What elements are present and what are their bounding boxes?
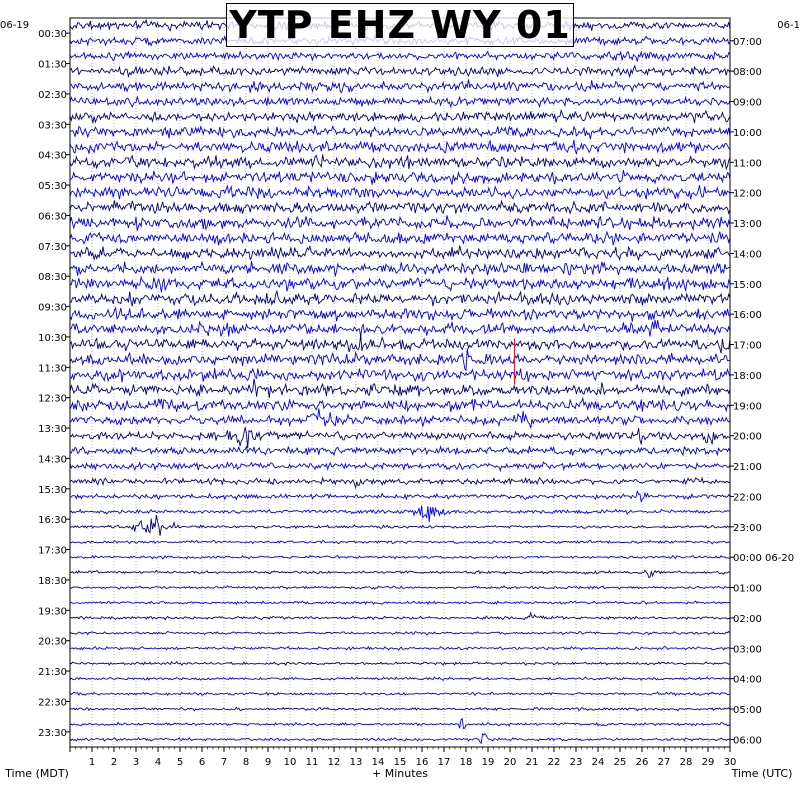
right-tick-label: 16:00 [733, 310, 762, 322]
trace-row [70, 261, 730, 276]
plot-border [70, 18, 730, 747]
right-tick-label: 07:00 [733, 36, 762, 48]
right-tick-label: 17:00 [733, 340, 762, 352]
plot-frame [70, 18, 730, 747]
right-tick-label: 05:00 [733, 705, 762, 717]
x-tick-label: 7 [220, 757, 228, 768]
x-tick-label: 23 [569, 757, 583, 768]
trace-row [70, 613, 730, 620]
x-tick-label: 1 [88, 757, 96, 768]
trace-row [70, 462, 730, 471]
left-tick-label: 00:30 [38, 29, 67, 41]
right-tick-label: 22:00 [733, 492, 762, 504]
right-tick-label: 18:00 [733, 370, 762, 382]
minute-axis [70, 747, 736, 768]
trace-row [70, 631, 730, 635]
left-tick-label: 08:30 [38, 272, 67, 284]
x-tick-label: 25 [613, 757, 627, 768]
x-tick-label: 5 [176, 757, 184, 768]
left-tick-label: 02:30 [38, 89, 67, 101]
trace-row [70, 111, 730, 124]
left-tick-label: 03:30 [38, 120, 67, 132]
x-tick-label: 30 [723, 757, 737, 768]
left-tick-label: 19:30 [38, 606, 67, 618]
x-tick-label: 4 [154, 757, 162, 768]
trace-row [70, 320, 730, 337]
trace-row [70, 647, 730, 651]
trace-row [70, 677, 730, 680]
left-date-label: 06-19 [0, 20, 30, 31]
left-tick-label: 13:30 [38, 424, 67, 436]
right-tick-label: 14:00 [733, 249, 762, 261]
left-tick-label: 17:30 [38, 545, 67, 557]
trace-row [70, 334, 730, 353]
left-time-axis [38, 29, 70, 739]
left-tick-label: 07:30 [38, 241, 67, 253]
right-tick-label: 00:00 06-20 [733, 553, 795, 565]
left-tick-label: 12:30 [38, 393, 67, 405]
right-tick-label: 10:00 [733, 127, 762, 139]
left-tick-label: 15:30 [38, 484, 67, 496]
x-tick-label: 20 [503, 757, 517, 768]
left-tick-label: 11:30 [38, 363, 67, 375]
left-tick-label: 10:30 [38, 332, 67, 344]
x-tick-label: 16 [415, 757, 429, 768]
x-tick-label: 11 [305, 757, 319, 768]
trace-row [70, 662, 730, 666]
trace-row [70, 707, 730, 710]
right-time-axis [730, 37, 794, 747]
x-tick-label: 17 [437, 757, 451, 768]
x-tick-label: 22 [547, 757, 561, 768]
left-tick-label: 04:30 [38, 150, 67, 162]
chart-title: YTP EHZ WY 01 [229, 3, 571, 47]
x-tick-label: 21 [525, 757, 539, 768]
x-axis-label: + Minutes [371, 767, 429, 780]
x-tick-label: 15 [393, 757, 407, 768]
right-tick-label: 23:00 [733, 522, 762, 534]
trace-row [70, 398, 730, 412]
x-tick-label: 19 [481, 757, 495, 768]
right-tick-label: 03:00 [733, 644, 762, 656]
right-tick-label: 19:00 [733, 401, 762, 413]
right-tick-label: 04:00 [733, 674, 762, 686]
left-tick-label: 06:30 [38, 211, 67, 223]
x-tick-label: 12 [327, 757, 341, 768]
right-tick-label: 09:00 [733, 97, 762, 109]
right-axis-label: Time (UTC) [731, 767, 793, 780]
left-tick-label: 18:30 [38, 575, 67, 587]
x-tick-label: 14 [371, 757, 385, 768]
left-tick-label: 22:30 [38, 697, 67, 709]
trace-row [70, 200, 730, 213]
x-tick-label: 28 [679, 757, 693, 768]
left-tick-label: 05:30 [38, 181, 67, 193]
x-tick-label: 26 [635, 757, 649, 768]
right-tick-label: 08:00 [733, 67, 762, 79]
left-tick-label: 21:30 [38, 667, 67, 679]
right-tick-label: 12:00 [733, 188, 762, 200]
x-tick-label: 29 [701, 757, 715, 768]
left-tick-label: 14:30 [38, 454, 67, 466]
x-tick-label: 2 [110, 757, 118, 768]
left-tick-label: 01:30 [38, 59, 67, 71]
title-box [226, 3, 574, 47]
right-tick-label: 11:00 [733, 158, 762, 170]
x-tick-label: 8 [242, 757, 250, 768]
left-tick-label: 23:30 [38, 727, 67, 739]
x-tick-label: 27 [657, 757, 671, 768]
x-tick-label: 24 [591, 757, 605, 768]
right-tick-label: 20:00 [733, 431, 762, 443]
right-tick-label: 02:00 [733, 613, 762, 625]
x-tick-label: 6 [198, 757, 206, 768]
x-tick-label: 10 [283, 757, 297, 768]
x-tick-label: 18 [459, 757, 473, 768]
right-date-label: 06-1 [777, 20, 800, 31]
left-tick-label: 16:30 [38, 515, 67, 527]
left-tick-label: 09:30 [38, 302, 67, 314]
x-tick-label: 9 [264, 757, 272, 768]
right-tick-label: 06:00 [733, 735, 762, 747]
right-tick-label: 13:00 [733, 219, 762, 231]
right-tick-label: 21:00 [733, 462, 762, 474]
left-axis-label: Time (MDT) [5, 767, 69, 780]
right-tick-label: 01:00 [733, 583, 762, 595]
trace-row [70, 291, 730, 306]
x-tick-label: 3 [132, 757, 140, 768]
right-tick-label: 15:00 [733, 279, 762, 291]
x-tick-label: 13 [349, 757, 363, 768]
left-tick-label: 20:30 [38, 636, 67, 648]
